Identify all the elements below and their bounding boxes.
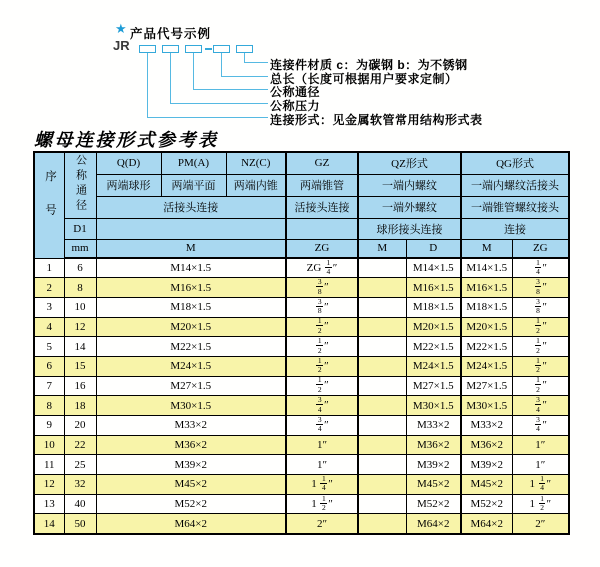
cell-zg: 1″: [286, 435, 358, 455]
cell-qg_m: M18×1.5: [461, 297, 512, 317]
connector-line: [170, 103, 268, 104]
cell-qg_zg: $\frac{1}{2}$ ″: [512, 317, 569, 337]
header-qz-form: QZ形式: [358, 152, 461, 174]
connector-line: [147, 117, 268, 118]
code-dash: [205, 48, 212, 50]
cell-qz_d: M30×1.5: [406, 396, 461, 416]
cell-zg: $\frac{1}{2}$ ″: [286, 356, 358, 376]
cell-zg: 2″: [286, 514, 358, 534]
table-row: [34, 475, 569, 495]
code-box-3: [185, 45, 202, 53]
cell-qz_m: [358, 278, 406, 298]
cell-qz_d: M33×2: [406, 416, 461, 436]
table-row: [34, 337, 569, 357]
cell-no: 5: [34, 337, 64, 357]
header-nzc: NZ(C): [226, 152, 286, 174]
cell-qg_m: M36×2: [461, 435, 512, 455]
cell-m: M36×2: [96, 435, 286, 455]
cell-qz_m: [358, 435, 406, 455]
cell-zg: $\frac{1}{2}$ ″: [286, 337, 358, 357]
cell-no: 3: [34, 297, 64, 317]
cell-qz_d: M45×2: [406, 475, 461, 495]
cell-no: 14: [34, 514, 64, 534]
connector-line: [147, 53, 148, 118]
table-row: [34, 258, 569, 278]
header-ball-joint-connection: 球形接头连接: [358, 218, 461, 239]
cell-qg_zg: 2″: [512, 514, 569, 534]
cell-qg_m: M39×2: [461, 455, 512, 475]
cell-dn: 22: [64, 435, 96, 455]
cell-m: M27×1.5: [96, 376, 286, 396]
cell-qz_d: M24×1.5: [406, 356, 461, 376]
connector-line: [244, 62, 268, 63]
cell-no: 9: [34, 416, 64, 436]
header-one-end-taper-thread-joint: 一端锥管螺纹接头: [461, 196, 569, 218]
cell-qz_m: [358, 356, 406, 376]
cell-qg_m: M64×2: [461, 514, 512, 534]
cell-dn: 40: [64, 494, 96, 514]
table-row: [34, 435, 569, 455]
cell-qz_m: [358, 514, 406, 534]
cell-dn: 6: [64, 258, 96, 278]
cell-m: M33×2: [96, 416, 286, 436]
header-both-ends-ball: 两端球形: [96, 174, 161, 196]
cell-no: 10: [34, 435, 64, 455]
header-qg-m: M: [461, 239, 512, 258]
table-row: [34, 455, 569, 475]
cell-qg_m: M20×1.5: [461, 317, 512, 337]
cell-qg_zg: $\frac{3}{4}$ ″: [512, 396, 569, 416]
cell-dn: 32: [64, 475, 96, 495]
cell-qz_d: M52×2: [406, 494, 461, 514]
table-row: [34, 278, 569, 298]
cell-qz_d: M16×1.5: [406, 278, 461, 298]
connector-line: [221, 53, 222, 77]
cell-dn: 14: [64, 337, 96, 357]
header-nominal-diameter-label: 公称通径: [74, 153, 87, 214]
cell-qz_m: [358, 455, 406, 475]
header-qd: Q(D): [96, 152, 161, 174]
cell-m: M39×2: [96, 455, 286, 475]
cell-qg_zg: 1″: [512, 435, 569, 455]
cell-zg: $\frac{1}{2}$ ″: [286, 317, 358, 337]
cell-qz_d: M22×1.5: [406, 337, 461, 357]
label-nominal-diameter: 公称通径: [270, 85, 321, 99]
cell-no: 6: [34, 356, 64, 376]
diagram-title: 产品代号示例: [130, 27, 212, 41]
cell-dn: 10: [64, 297, 96, 317]
header-mm: mm: [64, 239, 96, 258]
header-one-end-internal-thread: 一端内螺纹: [358, 174, 461, 196]
cell-qz_d: M39×2: [406, 455, 461, 475]
cell-zg: $\frac{1}{2}$ ″: [286, 376, 358, 396]
header-empty-cell: [96, 218, 286, 239]
cell-zg: $\frac{3}{8}$ ″: [286, 278, 358, 298]
cell-dn: 25: [64, 455, 96, 475]
cell-qg_zg: 1 $\frac{1}{2}$ ″: [512, 494, 569, 514]
cell-no: 13: [34, 494, 64, 514]
code-box-5: [236, 45, 253, 53]
cell-qz_m: [358, 297, 406, 317]
header-nominal-diameter: [64, 152, 96, 218]
cell-no: 4: [34, 317, 64, 337]
table-body: [34, 258, 569, 534]
table-row: [34, 494, 569, 514]
cell-qg_zg: $\frac{1}{2}$ ″: [512, 376, 569, 396]
connector-line: [221, 76, 268, 77]
header-serial-no-label: 序号: [44, 170, 56, 238]
cell-dn: 15: [64, 356, 96, 376]
code-prefix: JR: [113, 38, 130, 53]
table-row: [34, 396, 569, 416]
cell-qz_m: [358, 317, 406, 337]
cell-zg: 1″: [286, 455, 358, 475]
cell-dn: 18: [64, 396, 96, 416]
cell-zg: $\frac{3}{4}$ ″: [286, 396, 358, 416]
nut-connection-table: [33, 151, 570, 535]
cell-m: M24×1.5: [96, 356, 286, 376]
cell-dn: 50: [64, 514, 96, 534]
cell-qz_d: M18×1.5: [406, 297, 461, 317]
cell-zg: 1 $\frac{1}{4}$ ″: [286, 475, 358, 495]
label-material: 连接件材质 c：为碳钢 b：为不锈钢: [270, 58, 468, 72]
cell-m: M14×1.5: [96, 258, 286, 278]
table-row: [34, 297, 569, 317]
table-row: [34, 416, 569, 436]
code-box-2: [162, 45, 179, 53]
connector-line: [170, 53, 171, 104]
header-qz-m: M: [358, 239, 406, 258]
table-row: [34, 514, 569, 534]
cell-qz_m: [358, 337, 406, 357]
header-pma: PM(A): [161, 152, 226, 174]
cell-qg_zg: 1″: [512, 455, 569, 475]
cell-zg: $\frac{3}{8}$ ″: [286, 297, 358, 317]
cell-m: M18×1.5: [96, 297, 286, 317]
cell-dn: 12: [64, 317, 96, 337]
cell-qg_m: M24×1.5: [461, 356, 512, 376]
header-qg-form: QG形式: [461, 152, 569, 174]
cell-no: 11: [34, 455, 64, 475]
cell-m: M20×1.5: [96, 317, 286, 337]
connector-line: [193, 53, 194, 90]
cell-dn: 20: [64, 416, 96, 436]
cell-no: 7: [34, 376, 64, 396]
cell-no: 1: [34, 258, 64, 278]
header-both-ends-cone: 两端内锥: [226, 174, 286, 196]
header-union-connection-gz: 活接头连接: [286, 196, 358, 218]
header-d1: D1: [64, 218, 96, 239]
cell-dn: 16: [64, 376, 96, 396]
cell-qz_d: M36×2: [406, 435, 461, 455]
header-qg-zg: ZG: [512, 239, 569, 258]
cell-qz_d: M64×2: [406, 514, 461, 534]
header-one-end-internal-thread-union: 一端内螺纹活接头: [461, 174, 569, 196]
cell-qz_d: M20×1.5: [406, 317, 461, 337]
header-zg: ZG: [286, 239, 358, 258]
label-connection-form: 连接形式：见金属软管常用结构形式表: [270, 113, 483, 127]
cell-no: 12: [34, 475, 64, 495]
label-total-length: 总长（长度可根据用户要求定制）: [270, 72, 458, 86]
table-title: 螺母连接形式参考表: [34, 130, 219, 150]
cell-qg_m: M16×1.5: [461, 278, 512, 298]
cell-no: 2: [34, 278, 64, 298]
table-row: [34, 376, 569, 396]
cell-qg_zg: $\frac{1}{4}$ ″: [512, 258, 569, 278]
cell-dn: 8: [64, 278, 96, 298]
cell-qz_m: [358, 494, 406, 514]
header-empty-cell: [286, 218, 358, 239]
cell-qg_m: M45×2: [461, 475, 512, 495]
cell-qg_zg: $\frac{1}{2}$ ″: [512, 337, 569, 357]
cell-qz_m: [358, 396, 406, 416]
cell-qz_d: M14×1.5: [406, 258, 461, 278]
cell-qg_zg: $\frac{3}{4}$ ″: [512, 416, 569, 436]
cell-zg: 1 $\frac{1}{2}$ ″: [286, 494, 358, 514]
cell-qz_m: [358, 376, 406, 396]
cell-zg: ZG $\frac{1}{4}$ ″: [286, 258, 358, 278]
cell-qz_d: M27×1.5: [406, 376, 461, 396]
cell-qg_m: M30×1.5: [461, 396, 512, 416]
cell-qg_m: M22×1.5: [461, 337, 512, 357]
star-icon: ★: [115, 22, 127, 37]
cell-qg_zg: $\frac{1}{2}$ ″: [512, 356, 569, 376]
header-union-connection: 活接头连接: [96, 196, 286, 218]
code-box-1: [139, 45, 156, 53]
cell-qg_m: M27×1.5: [461, 376, 512, 396]
cell-qg_zg: $\frac{3}{8}$ ″: [512, 278, 569, 298]
cell-qz_m: [358, 475, 406, 495]
cell-qg_m: M52×2: [461, 494, 512, 514]
table-row: [34, 356, 569, 376]
code-box-4: [213, 45, 230, 53]
cell-qg_m: M14×1.5: [461, 258, 512, 278]
cell-m: M45×2: [96, 475, 286, 495]
cell-qg_zg: $\frac{3}{8}$ ″: [512, 297, 569, 317]
header-m: M: [96, 239, 286, 258]
cell-zg: $\frac{3}{4}$ ″: [286, 416, 358, 436]
connector-line: [193, 89, 268, 90]
header-one-end-external-thread: 一端外螺纹: [358, 196, 461, 218]
cell-qz_m: [358, 416, 406, 436]
header-both-ends-flat: 两端平面: [161, 174, 226, 196]
cell-qz_m: [358, 258, 406, 278]
header-serial-no: [34, 152, 64, 258]
header-gz: GZ: [286, 152, 358, 174]
table-row: [34, 317, 569, 337]
cell-m: M30×1.5: [96, 396, 286, 416]
cell-m: M16×1.5: [96, 278, 286, 298]
cell-m: M64×2: [96, 514, 286, 534]
cell-qg_zg: 1 $\frac{1}{4}$ ″: [512, 475, 569, 495]
cell-no: 8: [34, 396, 64, 416]
cell-m: M22×1.5: [96, 337, 286, 357]
header-qz-d: D: [406, 239, 461, 258]
cell-qg_m: M33×2: [461, 416, 512, 436]
label-nominal-pressure: 公称压力: [270, 99, 321, 113]
cell-m: M52×2: [96, 494, 286, 514]
header-both-ends-taper-pipe: 两端锥管: [286, 174, 358, 196]
header-connection: 连接: [461, 218, 569, 239]
